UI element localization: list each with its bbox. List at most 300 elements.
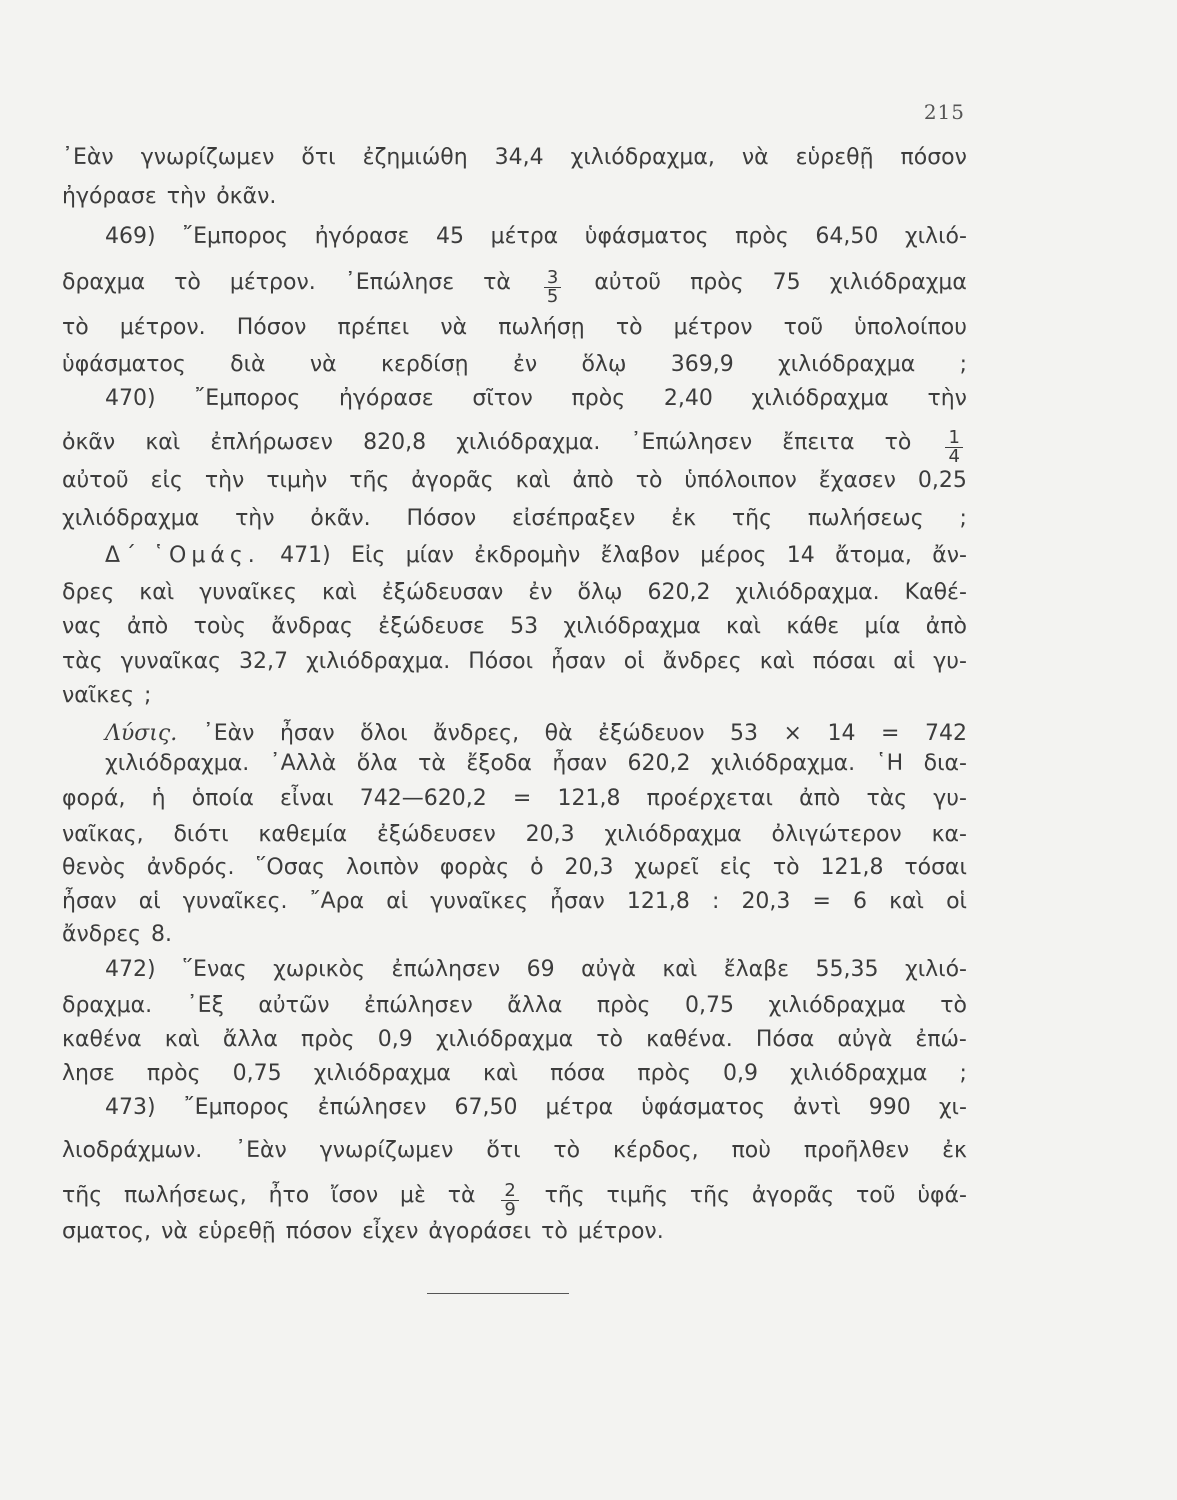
word: τῆς [544, 1183, 585, 1208]
word: ᾿Εὰν [235, 1138, 287, 1163]
word: ἀντὶ [793, 1095, 841, 1120]
word: τὸ [635, 468, 663, 493]
word: γνωρίζωμεν [319, 1138, 454, 1163]
word: ᾿Αλλὰ [269, 751, 337, 776]
word: ἄλλα [222, 1027, 278, 1052]
word: 121,8 [557, 786, 621, 811]
word: τὸ [541, 1219, 568, 1244]
word: 0,75 [232, 1061, 282, 1086]
word: μέτρα [490, 224, 559, 249]
word: ὑφάσματος [62, 352, 186, 377]
word: πόσον [900, 145, 967, 170]
word: ὁ [530, 855, 544, 880]
word: εὑρεθῇ [795, 145, 874, 170]
word: ὅλῳ [581, 352, 627, 377]
word: μέτρον. [577, 1219, 664, 1244]
word: καὶ [889, 889, 925, 914]
word: ναῖκες [62, 683, 135, 708]
word: ὀκᾶν. [310, 506, 371, 531]
word: ; [959, 506, 967, 531]
word: νὰ [309, 352, 337, 377]
word: τὸ [596, 1027, 623, 1052]
word: εἶχεν [362, 1219, 419, 1244]
word: 0,25 [917, 468, 967, 493]
text-line [62, 143, 967, 173]
word: χιλιόδραχμα, [570, 145, 715, 170]
word: 620,2 [627, 751, 691, 776]
word: τιμὴν [266, 468, 328, 493]
word: ἠγόρασε [62, 184, 157, 209]
word: χιλιόδραχμα [435, 1027, 574, 1052]
word: ἀπὸ [127, 614, 169, 639]
word: : [711, 889, 720, 914]
word: ἄνδρας [271, 614, 353, 639]
word: ἔξοδα [466, 751, 532, 776]
word: αὐτοῦ [62, 468, 129, 493]
word: ἀγορᾶς [751, 1183, 835, 1208]
text-line [105, 1093, 967, 1123]
word: ἦσαν [552, 751, 608, 776]
word: ᾿Εξ [186, 993, 224, 1018]
text-line [105, 541, 967, 571]
word: 75 [772, 270, 801, 295]
word: προέρχεται [646, 786, 773, 811]
word: πρὸς [637, 1061, 691, 1086]
fraction-denominator: 9 [504, 1199, 516, 1220]
word: τῆς [689, 1183, 731, 1208]
word: καὶ [759, 649, 795, 674]
text-line [62, 784, 967, 814]
word: γυ- [933, 786, 967, 811]
word: ὀκᾶν [62, 430, 116, 455]
word: 121,8 [820, 855, 884, 880]
word: 69 [526, 957, 555, 982]
text-line [62, 313, 967, 343]
fraction-numerator: 3 [544, 269, 561, 288]
word: δραχμα. [62, 993, 153, 1018]
text-line [62, 504, 967, 534]
fraction [544, 269, 561, 306]
word: χιλιόδραχμα. [710, 751, 856, 776]
word: εἰς [719, 855, 752, 880]
word: 0,9 [377, 1027, 413, 1052]
word: νὰ [741, 145, 769, 170]
word: αἱ [893, 649, 916, 674]
word: τὴν [204, 468, 245, 493]
word: ἀνδρός. [146, 855, 235, 880]
word: εἰσέπραξεν [512, 506, 636, 531]
word: ὅτι [486, 1138, 521, 1163]
word: ποὺ [731, 1138, 771, 1163]
word: ἄνδρες, [433, 721, 520, 746]
word: νὰ [161, 1219, 188, 1244]
word: αὐγὰ [581, 957, 636, 982]
word: ἐκδρομὴν [474, 543, 581, 568]
word: κα- [931, 822, 967, 847]
text-line [62, 1136, 967, 1166]
word: ἴσον [331, 1183, 379, 1208]
word: ᾿Εὰν [62, 145, 114, 170]
word: φορὰς [439, 855, 510, 880]
word: γυναῖκες [430, 889, 529, 914]
word: ἐξώδευσαν [381, 580, 504, 605]
word: λησε [62, 1061, 115, 1086]
word: 473) [105, 1095, 156, 1120]
word: ὀκᾶν. [216, 184, 277, 209]
word: κέρδος, [613, 1138, 699, 1163]
word: ἀπὸ [799, 786, 841, 811]
word: 742—620,2 [359, 786, 487, 811]
word: θενὸς [62, 855, 127, 880]
word: μέτρον. [229, 270, 316, 295]
word: 55,35 [815, 957, 879, 982]
word: 64,50 [815, 224, 879, 249]
text-line [62, 427, 967, 467]
word: τὰ [483, 270, 511, 295]
word: ἐπώλησεν [317, 1095, 427, 1120]
word: ἐν [512, 352, 538, 377]
text-line [62, 1180, 967, 1220]
word: πρὸς [571, 386, 626, 411]
word: ἐξώδευσεν [376, 822, 496, 847]
word: αὐτοῦ [594, 270, 662, 295]
word: 470) [105, 386, 156, 411]
word: προῆλθεν [803, 1138, 910, 1163]
word: χιλιόδραχμα [62, 506, 200, 531]
word: μέρος [700, 543, 767, 568]
word: 121,8 [626, 889, 690, 914]
word: ἔπειτα [782, 430, 855, 455]
word: πρὸς [301, 1027, 355, 1052]
word: ᾿Επώλησεν [630, 430, 753, 455]
word: ἐζημιώθη [362, 145, 468, 170]
word: χιλιόδραχμα [829, 270, 967, 295]
word: Πόσοι [468, 649, 534, 674]
word: = [881, 721, 900, 746]
word: τὴν [235, 506, 275, 531]
word: 45 [436, 224, 464, 249]
word: = [512, 786, 532, 811]
word: τῆς [731, 506, 772, 531]
word: ἄλλα [507, 993, 563, 1018]
word: καὶ [726, 614, 761, 639]
word: τὸ [884, 430, 912, 455]
text-line [62, 466, 967, 496]
word: ὑπολοίπου [854, 315, 967, 340]
word: μέτρον. [119, 315, 206, 340]
word: διότι [173, 822, 229, 847]
word: σματος, [62, 1219, 152, 1244]
word: τὰ [418, 751, 446, 776]
word: ὁποία [191, 786, 254, 811]
word: ; [144, 683, 152, 708]
text-line [62, 612, 967, 642]
word: τιμῆς [606, 1183, 669, 1208]
word: μέτρον [673, 315, 753, 340]
page-number: 215 [923, 100, 965, 124]
word: 0,9 [723, 1061, 759, 1086]
word: ἐπώ- [915, 1027, 967, 1052]
word: ἐκ [671, 506, 697, 531]
word: 990 [868, 1095, 911, 1120]
word: ἀπὸ [572, 468, 614, 493]
word: λοιπὸν [346, 855, 419, 880]
word: ναῖκας, [62, 822, 144, 847]
word: καὶ [321, 580, 357, 605]
word: χιλιόδραχμα [778, 352, 916, 377]
word: πρὸς [735, 224, 789, 249]
word: 8. [151, 922, 173, 947]
word: 67,50 [454, 1095, 518, 1120]
word: ὅλῳ [577, 580, 623, 605]
text-line [62, 267, 967, 307]
text-line [105, 749, 967, 779]
word: ἄν- [932, 543, 967, 568]
word: ἐπώλησεν [364, 993, 473, 1018]
word: πόσα [550, 1061, 606, 1086]
word: καὶ [662, 957, 698, 982]
word: 34,4 [494, 145, 544, 170]
word: μίαν [405, 543, 454, 568]
word: ἠγόρασε [314, 224, 410, 249]
word: εἶναι [279, 786, 334, 811]
word: ἀγορᾶς [411, 468, 494, 493]
word: ῞Ενας [182, 957, 247, 982]
word: γυναῖκες [199, 580, 297, 605]
text-line [62, 1025, 967, 1055]
word: χιλιόδραχμα. [105, 751, 250, 776]
word: ἡ [151, 786, 166, 811]
word: χιλιόδραχμα. [456, 430, 601, 455]
word: αὐγὰ [837, 1027, 893, 1052]
word: ἄνδρες [662, 649, 742, 674]
text-line [62, 991, 967, 1021]
word: χωρεῖ [634, 855, 699, 880]
fraction [945, 429, 962, 466]
word: τοῦ [856, 1183, 896, 1208]
word: οἱ [623, 649, 645, 674]
word: ἐξώδευσε [378, 614, 485, 639]
word: ἐπώλησεν [391, 957, 501, 982]
word: 14 [786, 543, 815, 568]
word: γνωρίζωμεν [140, 145, 275, 170]
text-line [62, 887, 967, 917]
word: 369,9 [670, 352, 734, 377]
word: Πόσα [755, 1027, 815, 1052]
word: πρέπει [337, 315, 410, 340]
word: 471) [280, 543, 331, 568]
word: πωλήσεως [807, 506, 924, 531]
word: Πόσον [236, 315, 307, 340]
word: 14 [827, 721, 856, 746]
word: πρὸς [596, 993, 651, 1018]
word: 53 [730, 721, 759, 746]
word: χι- [938, 1095, 967, 1120]
text-line [62, 182, 967, 212]
word: 620,2 [647, 580, 711, 605]
word: ᾿Εὰν [202, 721, 255, 746]
fraction-denominator: 4 [948, 446, 960, 467]
word: χωρικὸς [273, 957, 366, 982]
word: τὸ [62, 315, 89, 340]
word: = [812, 889, 831, 914]
word: πωλήσῃ [498, 315, 585, 340]
word: τὸ [615, 315, 643, 340]
word: πόσον [285, 1219, 353, 1244]
word: ; [959, 352, 967, 377]
word: 53 [510, 614, 539, 639]
fraction [501, 1182, 518, 1219]
word: ἀγοράσει [428, 1219, 532, 1244]
word: ῞Οσας [255, 855, 326, 880]
section-end-rule [427, 1293, 569, 1294]
word: γυναῖκες. [182, 889, 288, 914]
word: ἔχασεν [818, 468, 896, 493]
word: χιλιόδραχμα. [306, 649, 451, 674]
word: ἐν [528, 580, 553, 605]
word: δραχμα [62, 270, 146, 295]
word: θὰ [544, 721, 573, 746]
word: ᾿Επώλησε [344, 270, 455, 295]
word: καθένα [62, 1027, 142, 1052]
word: ὑπόλοιπον [684, 468, 797, 493]
text-line [62, 1217, 967, 1247]
word: ὑφάσματος [641, 1095, 766, 1120]
word: πόσαι [812, 649, 876, 674]
word: ὑφά- [917, 1183, 967, 1208]
word: ἦσαν [551, 649, 606, 674]
word: τὴν [166, 184, 207, 209]
word: αἱ [386, 889, 409, 914]
word: φορά, [62, 786, 126, 811]
word: χιλιόδραχμα. [735, 580, 880, 605]
word: τὰ [447, 1183, 476, 1208]
word: 6 [853, 889, 868, 914]
word: 20,3 [564, 855, 614, 880]
word: 20,3 [525, 822, 575, 847]
word: ἀπὸ [925, 614, 967, 639]
word: ὑφάσματος [584, 224, 709, 249]
word: ὅλα [356, 751, 398, 776]
word: μέτρα [545, 1095, 614, 1120]
word: ἐξώδευον [598, 721, 705, 746]
word: 820,8 [363, 430, 427, 455]
word: δρες [62, 580, 115, 605]
word: 2,40 [663, 386, 713, 411]
word: τὰς [866, 786, 908, 811]
word: χιλιόδραχμα [751, 386, 889, 411]
text-line [62, 853, 967, 883]
word: τοὺς [193, 614, 246, 639]
word: 20,3 [741, 889, 791, 914]
word: νας [62, 614, 102, 639]
word: ῎Εμπορος [194, 386, 301, 411]
word: χιλιόδραχμα [313, 1061, 451, 1086]
word: ἐπλήρωσεν [210, 430, 333, 455]
word: τῆς [62, 1183, 103, 1208]
word: καθένα. [646, 1027, 733, 1052]
word: καὶ [515, 468, 551, 493]
word: τὰς [62, 649, 103, 674]
word: πρὸς [146, 1061, 201, 1086]
word: πωλήσεως, [123, 1183, 247, 1208]
word: 472) [105, 957, 156, 982]
word: νὰ [440, 315, 468, 340]
word: ὅτι [301, 145, 336, 170]
word: × [783, 721, 802, 746]
word: Πόσον [406, 506, 477, 531]
word: χιλιόδραχμα [768, 993, 906, 1018]
text-line [62, 647, 967, 677]
word: ἄνδρες [62, 922, 142, 947]
word: τόσαι [904, 855, 967, 880]
word: γυναῖκας [120, 649, 222, 674]
word: καὶ [139, 580, 175, 605]
word: 469) [105, 224, 156, 249]
text-line [62, 350, 967, 380]
solution-label: Λύσις. [105, 721, 178, 746]
word: ἐκ [942, 1138, 967, 1163]
word: γυ- [933, 649, 967, 674]
word: λιοδράχμων. [62, 1138, 203, 1163]
word: ῎Εμπορος [182, 224, 289, 249]
word: ὀλιγώτερον [771, 822, 902, 847]
text-line [105, 955, 967, 985]
word: αἱ [138, 889, 161, 914]
word: τὸ [553, 1138, 581, 1163]
text-line [105, 384, 967, 414]
word: ῎Αρα [309, 889, 365, 914]
text-line [105, 222, 967, 252]
word: χιλιό- [904, 224, 967, 249]
word: ; [959, 1061, 967, 1086]
word: ἔλαβον [600, 543, 680, 568]
text-line [62, 820, 967, 850]
word: ἄτομα, [835, 543, 912, 568]
word: ῾Η [875, 751, 904, 776]
word: καὶ [145, 430, 181, 455]
word: ἦσαν [550, 889, 605, 914]
word: αὐτῶν [258, 993, 330, 1018]
word: χιλιό- [904, 957, 967, 982]
word: ἦσαν [62, 889, 117, 914]
word: ἔλαβε [723, 957, 790, 982]
word: ἦτο [268, 1183, 310, 1208]
word: κάθε [786, 614, 840, 639]
word: διὰ [230, 352, 266, 377]
word: ἦσαν [279, 721, 335, 746]
text-line [62, 681, 967, 711]
word: 32,7 [239, 649, 289, 674]
word: σῖτον [472, 386, 533, 411]
text-line [62, 1059, 967, 1089]
word: τοῦ [783, 315, 824, 340]
word: 0,75 [685, 993, 734, 1018]
group-heading: Δ΄ ῾Ομάς. [105, 543, 260, 568]
word: ὅλοι [360, 721, 408, 746]
word: 742 [924, 721, 967, 746]
word: τὸ [174, 270, 201, 295]
fraction-numerator: 1 [945, 429, 962, 448]
word: μία [864, 614, 901, 639]
fraction-denominator: 5 [546, 286, 559, 307]
text-line [62, 578, 967, 608]
text-line [105, 719, 967, 749]
word: τῆς [349, 468, 390, 493]
word: τὴν [927, 386, 967, 411]
word: τὸ [940, 993, 967, 1018]
word: οἱ [946, 889, 967, 914]
